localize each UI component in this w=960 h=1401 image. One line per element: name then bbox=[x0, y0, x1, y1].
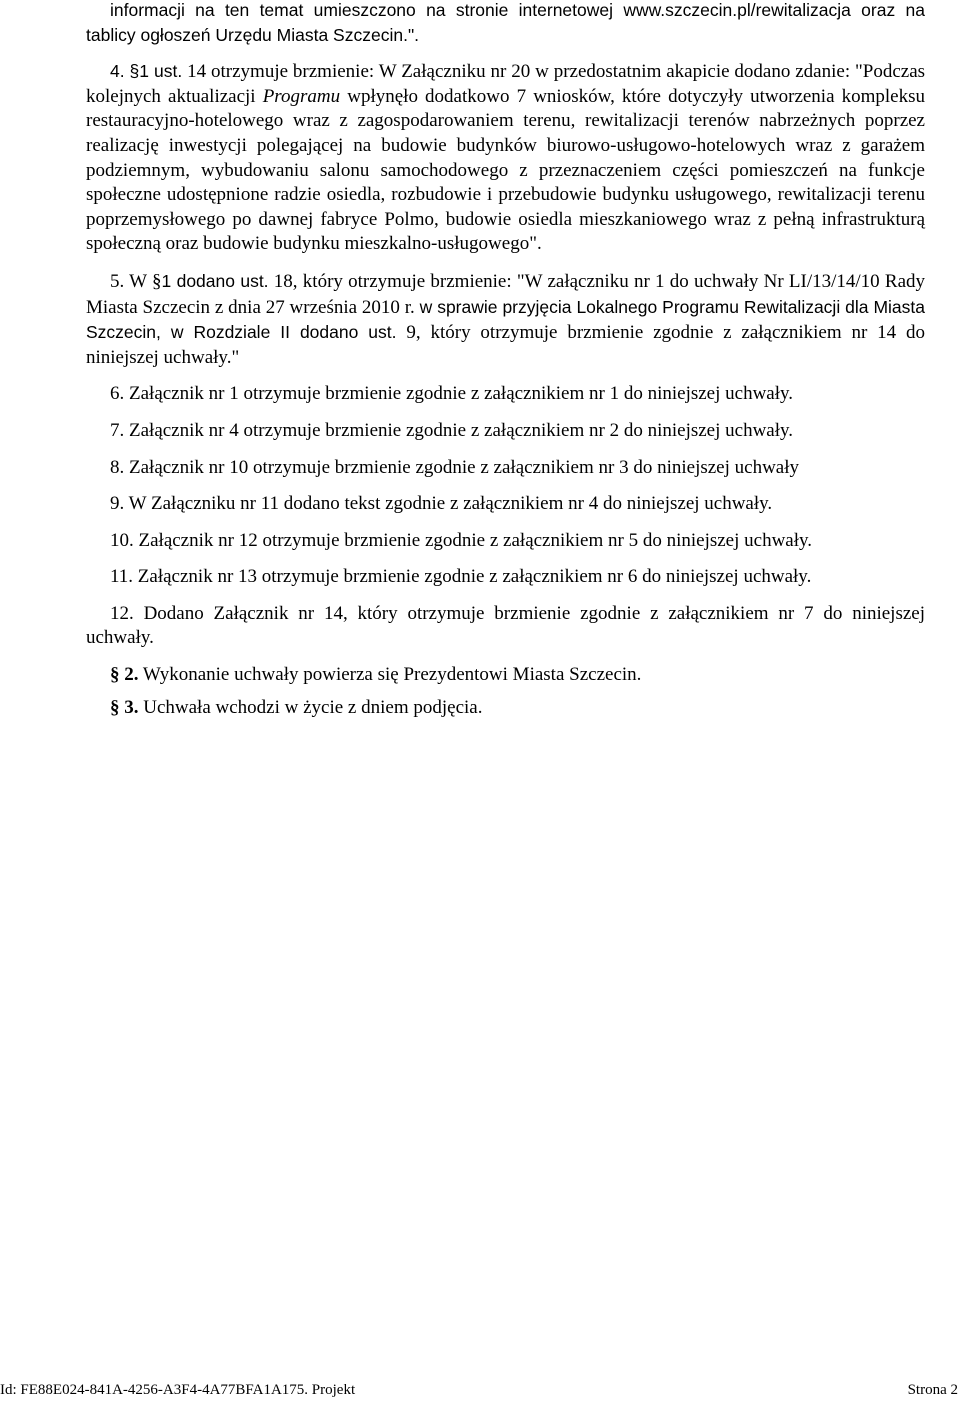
italic-term: Programu bbox=[262, 85, 341, 107]
paragraph-item-6 bbox=[86, 382, 925, 407]
item-number: 8. bbox=[110, 456, 125, 478]
item-number: 12. bbox=[110, 602, 134, 624]
paragraph-item-7 bbox=[86, 419, 925, 444]
paragraph-text: wpłynęło dodatkowo 7 wniosków, które dotyczyły utworzenia kompleksu restauracyjno-hotelowego wraz z zagospodarowaniem terenu, rewitalizacji terenów nabrzeżnych poprzez realizację inwestycji polegającej na budowie budynków biurowo-usługowo-hotelowych wraz z garażem podziemnym, wybudowaniu salonu samochodowego z przeznaczeniem części pomieszczeń na funkcje społeczne udostępnione radzie osiedla, rozbudowie i przebudowie budynku usługowego, rewitalizacji terenu poprzemysłowego po dawnej fabryce Polmo, budowie osiedla mieszkaniowego wraz z pełną infrastrukturą społeczną oraz budowie budynku mieszkalno-usługowego". bbox=[86, 85, 926, 255]
document-id: Id: FE88E024-841A-4256-A3F4-4A77BFA1A175. Projekt bbox=[0, 1382, 356, 1398]
paragraph-item-10 bbox=[86, 529, 925, 554]
item-number: 4. bbox=[110, 61, 125, 82]
paragraph-text: Załącznik nr 10 otrzymuje brzmienie zgodnie z załącznikiem nr 3 do niniejszej uchwały bbox=[129, 456, 800, 478]
item-number: 11. bbox=[110, 566, 134, 588]
paragraph-text: 14 otrzymuje brzmienie: W Załączniku nr 20 w przedostatnim akapicie dodano zdanie: "Podczas kolejnych aktualizacji bbox=[86, 61, 926, 107]
paragraph-text: Załącznik nr 12 otrzymuje brzmienie zgodnie z załącznikiem nr 5 do niniejszej uchwały. bbox=[138, 529, 813, 551]
paragraph-text: Dodano Załącznik nr 14, który otrzymuje brzmienie zgodnie z załącznikiem nr 7 do niniejszej uchwały. bbox=[86, 602, 925, 649]
paragraph-item-9 bbox=[86, 492, 925, 517]
paragraph-text: 18, który otrzymuje brzmienie: "W załączniku nr 1 do uchwały Nr LI/13/14/10 Rady Miasta Szczecin z dnia 27 września 2010 r. bbox=[86, 270, 926, 318]
paragraph-text: 1 ust. bbox=[139, 61, 183, 82]
paragraph-text: 1 dodano ust. bbox=[161, 270, 269, 291]
paragraph-text: w sprawie przyjęcia Lokalnego Programu Rewitalizacji dla Miasta Szczecin, w Rozdziale II dodano ust. bbox=[86, 296, 925, 343]
paragraph-text: Uchwała wchodzi w życie z dniem podjęcia. bbox=[143, 696, 483, 718]
paragraph-text: Załącznik nr 4 otrzymuje brzmienie zgodnie z załącznikiem nr 2 do niniejszej uchwały. bbox=[129, 419, 794, 441]
paragraph-item-11 bbox=[86, 565, 925, 590]
item-number: 5. bbox=[110, 270, 125, 292]
paragraph-item-5 bbox=[86, 269, 925, 370]
section-symbol: § bbox=[152, 270, 162, 292]
paragraph-text: W bbox=[129, 270, 147, 292]
section-number: 2. bbox=[124, 664, 139, 686]
paragraph-text: W Załączniku nr 11 dodano tekst zgodnie z załącznikiem nr 4 do niniejszej uchwały. bbox=[128, 493, 773, 515]
paragraph-text: informacji na ten temat umieszczono na stronie internetowej www.szczecin.pl/rewitalizacja oraz na tablicy ogłoszeń Urzędu Miasta Szczecin.". bbox=[86, 0, 925, 45]
section-symbol: § bbox=[129, 61, 140, 82]
paragraph-text: Załącznik nr 1 otrzymuje brzmienie zgodnie z załącznikiem nr 1 do niniejszej uchwały. bbox=[129, 383, 794, 405]
paragraph-text: Załącznik nr 13 otrzymuje brzmienie zgodnie z załącznikiem nr 6 do niniejszej uchwały. bbox=[137, 566, 812, 588]
section-symbol: § bbox=[110, 664, 120, 686]
paragraph-item-12 bbox=[86, 602, 925, 651]
document-body bbox=[86, 0, 925, 732]
paragraph-continuation bbox=[86, 0, 925, 47]
paragraph-text: Wykonanie uchwały powierza się Prezydentowi Miasta Szczecin. bbox=[142, 664, 642, 686]
item-number: 10. bbox=[110, 529, 134, 551]
item-number: 9. bbox=[110, 493, 125, 515]
section-2 bbox=[86, 663, 925, 688]
item-number: 7. bbox=[110, 419, 125, 441]
paragraph-item-8 bbox=[86, 456, 925, 481]
section-number: 3. bbox=[124, 696, 139, 718]
section-3 bbox=[86, 696, 925, 721]
section-symbol: § bbox=[110, 696, 120, 718]
paragraph-text: 9, który otrzymuje brzmienie zgodnie z załącznikiem nr 14 do niniejszej uchwały." bbox=[86, 322, 926, 368]
item-number: 6. bbox=[110, 383, 125, 405]
paragraph-item-4 bbox=[86, 59, 925, 257]
page-number: Strona 2 bbox=[907, 1382, 958, 1398]
